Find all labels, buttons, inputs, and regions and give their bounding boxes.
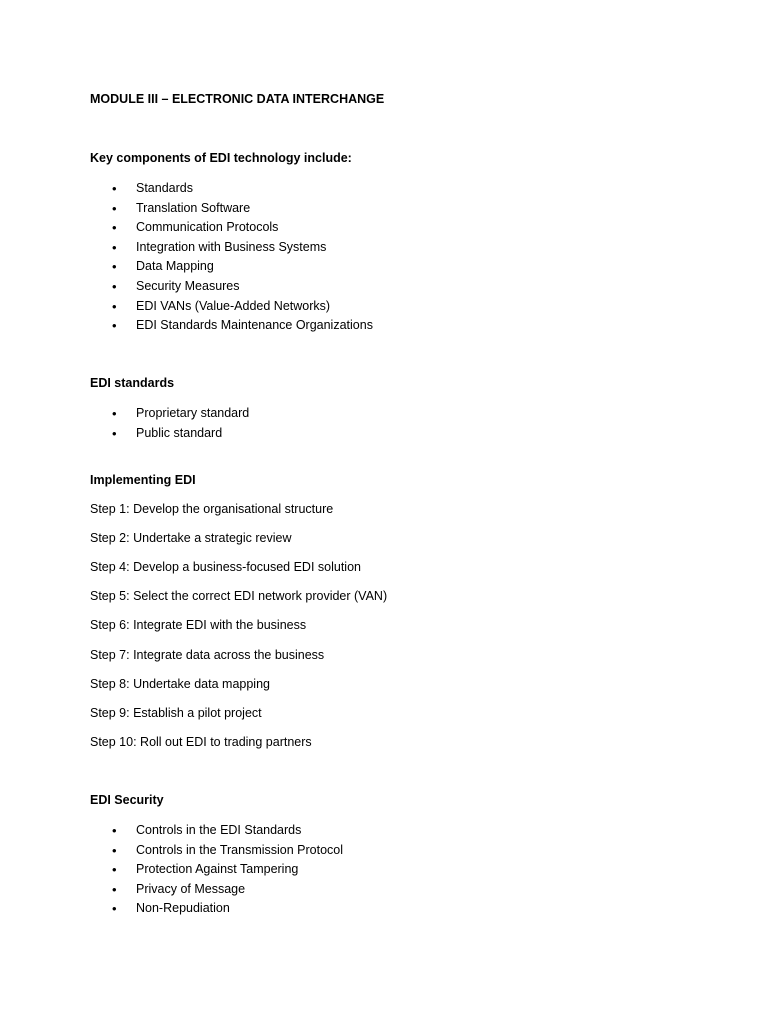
step-item: Step 9: Establish a pilot project — [90, 706, 262, 720]
list-item: • Security Measures — [90, 277, 373, 297]
list-item: • Privacy of Message — [90, 880, 343, 900]
step-item: Step 8: Undertake data mapping — [90, 677, 270, 691]
bullet-icon: • — [112, 425, 117, 441]
security-heading: EDI Security — [90, 793, 164, 807]
bullet-icon: • — [112, 220, 117, 236]
list-item: • Controls in the EDI Standards — [90, 821, 343, 841]
list-item: • Public standard — [90, 424, 249, 444]
bullet-icon: • — [112, 318, 117, 334]
step-item: Step 5: Select the correct EDI network provider (VAN) — [90, 589, 388, 603]
bullet-icon: • — [112, 901, 117, 917]
list-item: • Non-Repudiation — [90, 899, 343, 919]
list-item: • Protection Against Tampering — [90, 860, 343, 880]
step-item: Step 2: Undertake a strategic review — [90, 531, 292, 545]
bullet-icon: • — [112, 239, 117, 255]
list-item: • EDI Standards Maintenance Organizations — [90, 316, 373, 336]
standards-heading: EDI standards — [90, 376, 175, 390]
standards-list — [90, 404, 249, 443]
step-item: Step 4: Develop a business-focused EDI solution — [90, 560, 361, 574]
components-list — [90, 179, 373, 336]
implementing-heading: Implementing EDI — [90, 473, 196, 487]
page-title: MODULE III – ELECTRONIC DATA INTERCHANGE — [90, 92, 385, 106]
step-item: Step 1: Develop the organisational structure — [90, 502, 334, 516]
step-item: Step 7: Integrate data across the business — [90, 648, 325, 662]
step-item: Step 10: Roll out EDI to trading partners — [90, 735, 312, 749]
list-item: • Proprietary standard — [90, 404, 249, 424]
list-item: • Standards — [90, 179, 373, 199]
bullet-icon: • — [112, 200, 117, 216]
bullet-icon: • — [112, 406, 117, 421]
bullet-icon: • — [112, 842, 117, 858]
list-item: • Translation Software — [90, 199, 373, 219]
bullet-icon: • — [112, 278, 117, 294]
list-item: • EDI VANs (Value-Added Networks) — [90, 297, 373, 317]
bullet-icon: • — [112, 259, 117, 275]
components-heading: Key components of EDI technology include: — [90, 151, 352, 165]
bullet-icon: • — [112, 823, 117, 838]
bullet-icon: • — [112, 881, 117, 897]
list-item: • Controls in the Transmission Protocol — [90, 841, 343, 861]
bullet-icon: • — [112, 298, 117, 314]
bullet-icon: • — [112, 181, 117, 196]
list-item: • Communication Protocols — [90, 218, 373, 238]
list-item: • Data Mapping — [90, 257, 373, 277]
security-list — [90, 821, 343, 919]
list-item: • Integration with Business Systems — [90, 238, 373, 258]
bullet-icon: • — [112, 862, 117, 878]
step-item: Step 6: Integrate EDI with the business — [90, 618, 307, 632]
